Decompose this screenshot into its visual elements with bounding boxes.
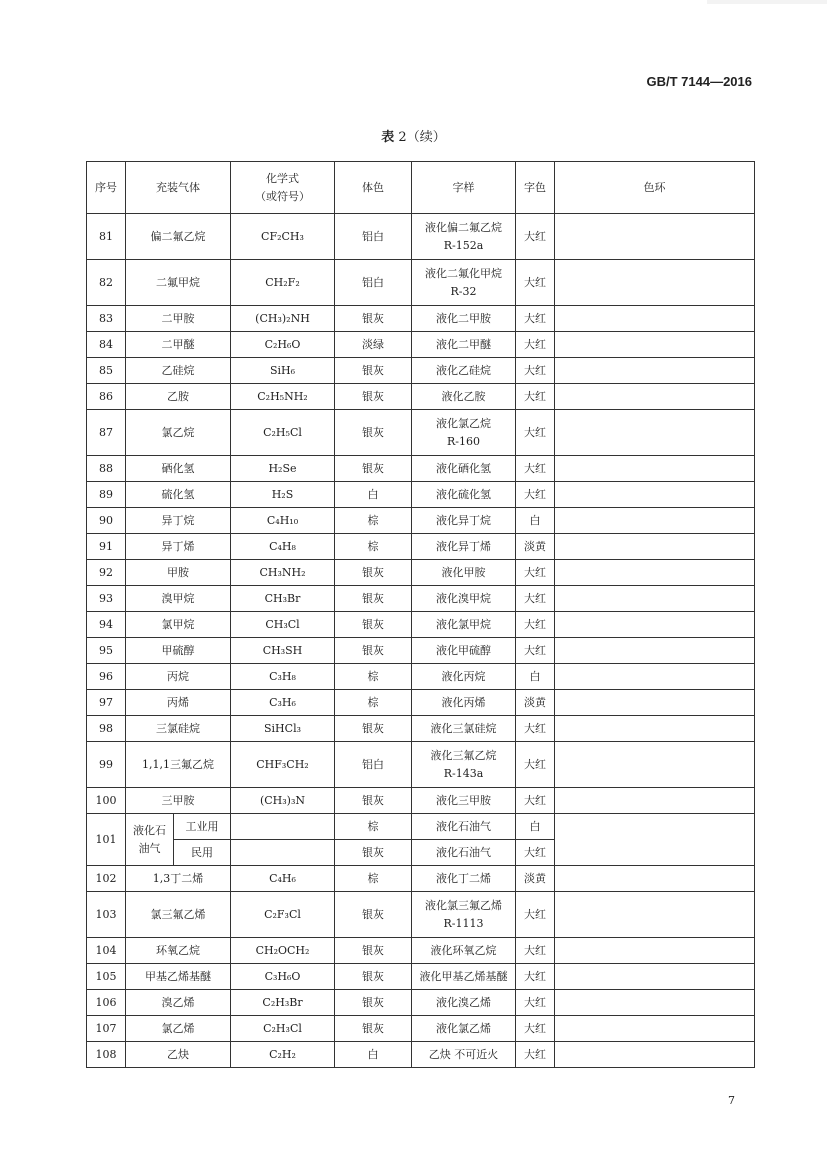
table-caption [0,126,827,145]
cell-body-color: 银灰 [335,384,412,410]
cell-ring [555,892,755,938]
cell-body-color: 银灰 [335,560,412,586]
cell-letter-color: 白 [516,508,555,534]
cell-lettering [412,938,516,964]
table-row [87,534,755,560]
cell-gas-line2: 油气 [138,841,161,855]
cell-formula: (CH₃)₃N [231,788,335,814]
standard-number: GB/T 7144—2016 [646,74,752,89]
cell-no: 93 [87,586,126,612]
cell-letter-color: 白 [516,664,555,690]
cell-ring [555,456,755,482]
col-ring: 色环 [555,162,755,214]
cell-ring [555,214,755,260]
cell-lettering [412,1016,516,1042]
cell-letter-color: 大红 [516,742,555,788]
cell-no: 85 [87,358,126,384]
cell-body-color: 银灰 [335,456,412,482]
cell-ring [555,1016,755,1042]
cell-no: 108 [87,1042,126,1068]
cell-no: 98 [87,716,126,742]
cell-gas: 三氯硅烷 [126,716,231,742]
cell-letter-color: 淡黄 [516,690,555,716]
cell-gas: 氯乙烯 [126,1016,231,1042]
table-row [87,482,755,508]
cell-lettering-line2: R-143a [443,766,484,780]
col-no: 序号 [87,162,126,214]
cell-gas: 丙烷 [126,664,231,690]
cell-no: 100 [87,788,126,814]
table-row [87,638,755,664]
cell-lettering-line1: 液化异丁烯 [436,539,491,553]
cell-no: 84 [87,332,126,358]
cell-formula [231,840,335,866]
table-row [87,690,755,716]
col-letter-color: 字色 [516,162,555,214]
cell-gas: 1,1,1三氟乙烷 [126,742,231,788]
cell-lettering [412,306,516,332]
cell-lettering-line1: 乙炔 不可近火 [428,1047,499,1061]
cell-formula: CH₂OCH₂ [231,938,335,964]
table-row [87,410,755,456]
gas-cylinder-table [86,161,755,1068]
cell-gas: 溴甲烷 [126,586,231,612]
cell-lettering-line1: 液化三氟乙烷 [430,748,497,762]
cell-lettering [412,358,516,384]
cell-body-color: 棕 [335,534,412,560]
cell-body-color: 银灰 [335,612,412,638]
col-lettering: 字样 [412,162,516,214]
cell-letter-color: 大红 [516,1016,555,1042]
cell-formula: C₂H₅Cl [231,410,335,456]
cell-gas: 偏二氟乙烷 [126,214,231,260]
cell-ring [555,560,755,586]
cell-letter-color: 大红 [516,560,555,586]
table-row [87,664,755,690]
cell-body-color: 铝白 [335,742,412,788]
cell-lettering [412,664,516,690]
cell-ring [555,716,755,742]
cell-body-color: 银灰 [335,306,412,332]
table-row [87,586,755,612]
cell-formula: CH₃Br [231,586,335,612]
cell-formula: C₂H₃Cl [231,1016,335,1042]
cell-lettering-line1: 液化乙硅烷 [436,363,491,377]
cell-letter-color: 大红 [516,586,555,612]
cell-ring [555,1042,755,1068]
cell-gas: 氯甲烷 [126,612,231,638]
cell-letter-color: 大红 [516,964,555,990]
cell-lettering-line1: 液化溴甲烷 [436,591,491,605]
cell-formula: H₂Se [231,456,335,482]
cell-lettering [412,384,516,410]
table-row [87,508,755,534]
cell-ring [555,534,755,560]
cell-gas: 氯三氟乙烯 [126,892,231,938]
table-row [87,260,755,306]
cell-letter-color: 大红 [516,638,555,664]
cell-lettering-line1: 液化环氧乙烷 [430,943,497,957]
cell-formula: CH₃Cl [231,612,335,638]
cell-letter-color: 淡黄 [516,534,555,560]
cell-body-color: 银灰 [335,586,412,612]
table-row [87,1042,755,1068]
cell-ring [555,814,755,866]
cell-letter-color: 大红 [516,384,555,410]
cell-formula: C₃H₆O [231,964,335,990]
cell-ring [555,306,755,332]
cell-formula: CH₂F₂ [231,260,335,306]
cell-body-color: 棕 [335,866,412,892]
col-gas: 充装气体 [126,162,231,214]
cell-lettering-line2: R-160 [447,434,480,448]
cell-lettering: 液化石油气 [412,840,516,866]
cell-no: 91 [87,534,126,560]
cell-ring [555,612,755,638]
cell-lettering [412,332,516,358]
table-row [87,938,755,964]
cell-body-color: 棕 [335,814,412,840]
cell-ring [555,384,755,410]
cell-no: 106 [87,990,126,1016]
cell-lettering [412,456,516,482]
cell-no: 81 [87,214,126,260]
cell-letter-color: 大红 [516,456,555,482]
cell-body-color: 银灰 [335,964,412,990]
cell-formula: SiH₆ [231,358,335,384]
cell-use: 工业用 [174,814,231,840]
cell-formula: H₂S [231,482,335,508]
cell-ring [555,410,755,456]
cell-letter-color: 大红 [516,1042,555,1068]
table-row [87,866,755,892]
cell-gas: 异丁烯 [126,534,231,560]
table-row [87,384,755,410]
cell-gas: 二甲胺 [126,306,231,332]
cell-letter-color: 大红 [516,332,555,358]
cell-body-color: 铝白 [335,260,412,306]
cell-lettering [412,638,516,664]
cell-lettering [412,788,516,814]
cell-letter-color: 大红 [516,990,555,1016]
cell-formula: CH₃SH [231,638,335,664]
cell-gas: 丙烯 [126,690,231,716]
cell-lettering-line1: 液化氯三氟乙烯 [425,898,502,912]
table-row [87,358,755,384]
cell-formula: (CH₃)₂NH [231,306,335,332]
cell-body-color: 淡绿 [335,332,412,358]
cell-body-color: 银灰 [335,892,412,938]
cell-gas: 二氟甲烷 [126,260,231,306]
cell-lettering [412,892,516,938]
cell-lettering-line1: 液化丙烷 [441,669,486,683]
cell-lettering-line1: 液化二甲醚 [436,337,491,351]
cell-lettering [412,214,516,260]
cell-no: 82 [87,260,126,306]
cell-ring [555,508,755,534]
cell-ring [555,358,755,384]
cell-gas: 异丁烷 [126,508,231,534]
header-row [87,162,755,214]
cell-lettering [412,690,516,716]
cell-no: 97 [87,690,126,716]
cell-body-color: 银灰 [335,840,412,866]
cell-formula: CF₂CH₃ [231,214,335,260]
cell-lettering-line1: 液化偏二氟乙烷 [425,220,502,234]
cell-letter-color: 大红 [516,214,555,260]
cell-formula: C₂H₃Br [231,990,335,1016]
cell-body-color: 银灰 [335,638,412,664]
cell-no: 90 [87,508,126,534]
cell-formula: CH₃NH₂ [231,560,335,586]
cell-use: 民用 [174,840,231,866]
cell-lettering [412,1042,516,1068]
cell-body-color: 银灰 [335,938,412,964]
cell-letter-color: 大红 [516,482,555,508]
cell-lettering [412,560,516,586]
cell-gas: 甲硫醇 [126,638,231,664]
cell-lettering [412,586,516,612]
cell-no: 105 [87,964,126,990]
cell-no: 87 [87,410,126,456]
cell-letter-color: 大红 [516,358,555,384]
cell-no: 104 [87,938,126,964]
cell-no: 92 [87,560,126,586]
cell-gas: 硒化氢 [126,456,231,482]
cell-lettering-line1: 液化甲胺 [441,565,486,579]
table-row [87,332,755,358]
cell-ring [555,990,755,1016]
cell-no: 83 [87,306,126,332]
cell-no: 95 [87,638,126,664]
cell-formula: C₂F₃Cl [231,892,335,938]
table-row [87,964,755,990]
cell-no: 107 [87,1016,126,1042]
caption-text: 2（续） [394,130,446,145]
cell-ring [555,482,755,508]
cell-ring [555,866,755,892]
cell-body-color: 银灰 [335,1016,412,1042]
cell-no: 96 [87,664,126,690]
cell-ring [555,690,755,716]
cell-body-color: 银灰 [335,410,412,456]
cell-formula: C₄H₆ [231,866,335,892]
table-body [87,214,755,1068]
cell-formula [231,814,335,840]
cell-ring [555,938,755,964]
table-row [87,1016,755,1042]
cell-letter-color: 大红 [516,938,555,964]
cell-gas: 硫化氢 [126,482,231,508]
cell-lettering-line1: 液化异丁烷 [436,513,491,527]
cell-gas: 三甲胺 [126,788,231,814]
cell-no: 99 [87,742,126,788]
table-row [87,214,755,260]
cell-lettering-line1: 液化三氯硅烷 [430,721,497,735]
cell-lettering: 液化石油气 [412,814,516,840]
table-row [87,892,755,938]
cell-formula: C₃H₆ [231,690,335,716]
cell-body-color: 白 [335,1042,412,1068]
cell-lettering-line2: R-152a [443,238,484,252]
cell-letter-color: 大红 [516,788,555,814]
cell-body-color: 棕 [335,508,412,534]
cell-lettering-line1: 液化丙烯 [441,695,486,709]
cell-lettering [412,742,516,788]
cell-lettering-line1: 液化乙胺 [441,389,486,403]
table-row [87,742,755,788]
cell-lettering-line1: 液化氯乙烷 [436,416,491,430]
cell-lettering [412,964,516,990]
cell-gas: 溴乙烯 [126,990,231,1016]
cell-formula: C₄H₁₀ [231,508,335,534]
cell-gas: 乙胺 [126,384,231,410]
cell-formula: C₂H₅NH₂ [231,384,335,410]
cell-formula: C₄H₈ [231,534,335,560]
cell-gas: 1,3丁二烯 [126,866,231,892]
cell-body-color: 白 [335,482,412,508]
cell-lettering-line1: 液化二氟化甲烷 [425,266,502,280]
cell-gas: 二甲醚 [126,332,231,358]
cell-no: 94 [87,612,126,638]
table-row [87,814,755,840]
table-row [87,612,755,638]
cell-ring [555,586,755,612]
cell-body-color: 棕 [335,664,412,690]
cell-no: 86 [87,384,126,410]
cell-letter-color: 大红 [516,716,555,742]
cell-lettering-line1: 液化甲硫醇 [436,643,491,657]
cell-lettering [412,260,516,306]
cell-no: 102 [87,866,126,892]
cell-body-color: 棕 [335,690,412,716]
cell-letter-color: 淡黄 [516,866,555,892]
cell-letter-color: 白 [516,814,555,840]
cell-lettering-line2: R-32 [450,284,477,298]
cell-lettering-line1: 液化丁二烯 [436,871,491,885]
cell-ring [555,332,755,358]
cell-lettering [412,716,516,742]
cell-lettering-line1: 液化甲基乙烯基醚 [419,969,508,983]
cell-letter-color: 大红 [516,892,555,938]
cell-lettering-line1: 液化氯乙烯 [436,1021,491,1035]
cell-formula: C₂H₂ [231,1042,335,1068]
cell-letter-color: 大红 [516,306,555,332]
cell-gas: 乙硅烷 [126,358,231,384]
cell-body-color: 铝白 [335,214,412,260]
cell-formula: SiHCl₃ [231,716,335,742]
cell-lettering-line1: 液化溴乙烯 [436,995,491,1009]
cell-formula: C₂H₆O [231,332,335,358]
cell-gas: 甲基乙烯基醚 [126,964,231,990]
cell-lettering [412,866,516,892]
col-formula-line2: （或符号） [255,189,310,203]
cell-lettering-line1: 液化二甲胺 [436,311,491,325]
cell-letter-color: 大红 [516,260,555,306]
cell-lettering [412,612,516,638]
table-row [87,306,755,332]
cell-lettering [412,508,516,534]
cell-ring [555,964,755,990]
cell-no: 88 [87,456,126,482]
col-formula-line1: 化学式 [266,171,299,185]
cell-body-color: 银灰 [335,716,412,742]
cell-ring [555,788,755,814]
cell-body-color: 银灰 [335,990,412,1016]
cell-no: 101 [87,814,126,866]
cell-gas [126,814,174,866]
cell-lettering-line2: R-1113 [443,916,484,930]
cell-letter-color: 大红 [516,612,555,638]
cell-no: 89 [87,482,126,508]
cell-lettering [412,534,516,560]
cell-lettering [412,990,516,1016]
cell-lettering-line1: 液化硒化氢 [436,461,491,475]
cell-letter-color: 大红 [516,840,555,866]
page-number: 7 [728,1094,735,1107]
cell-lettering-line1: 液化三甲胺 [436,793,491,807]
cell-gas: 乙炔 [126,1042,231,1068]
table-row [87,716,755,742]
table-row [87,788,755,814]
scan-edge [707,0,827,4]
col-formula [231,162,335,214]
cell-formula: C₃H₈ [231,664,335,690]
cell-lettering-line1: 液化硫化氢 [436,487,491,501]
cell-gas-line1: 液化石 [133,823,166,837]
cell-formula: CHF₃CH₂ [231,742,335,788]
col-body-color: 体色 [335,162,412,214]
cell-gas: 甲胺 [126,560,231,586]
cell-no: 103 [87,892,126,938]
table-row [87,990,755,1016]
cell-ring [555,260,755,306]
cell-letter-color: 大红 [516,410,555,456]
caption-label: 表 [381,130,395,145]
cell-ring [555,742,755,788]
table-row [87,560,755,586]
cell-lettering [412,410,516,456]
cell-body-color: 银灰 [335,788,412,814]
cell-ring [555,638,755,664]
cell-ring [555,664,755,690]
cell-gas: 环氧乙烷 [126,938,231,964]
cell-body-color: 银灰 [335,358,412,384]
table-row [87,456,755,482]
cell-gas: 氯乙烷 [126,410,231,456]
cell-lettering-line1: 液化氯甲烷 [436,617,491,631]
cell-lettering [412,482,516,508]
